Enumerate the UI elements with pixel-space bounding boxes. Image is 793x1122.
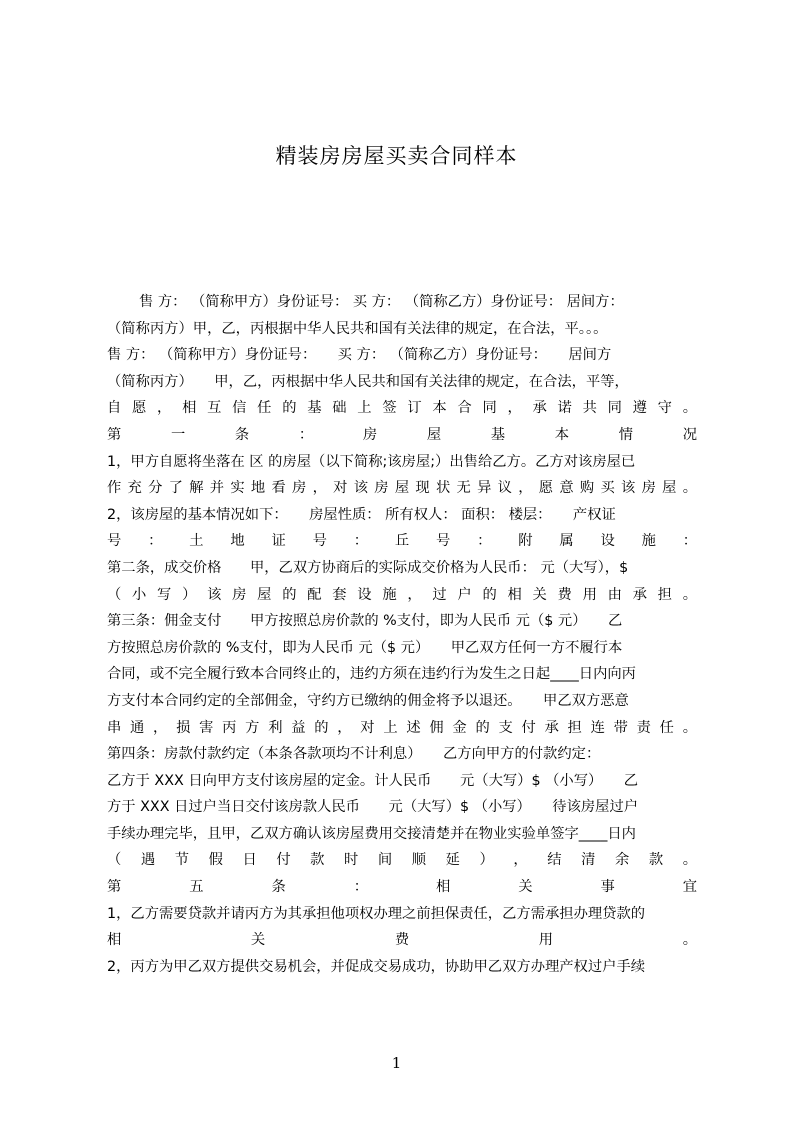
text-line: 售 方： （简称甲方）身份证号： 买 方： （简称乙方）身份证号： 居间方： [139, 294, 624, 310]
text-line: 2，丙方为甲乙双方提供交易机会，并促成交易成功，协助甲乙双方办理产权过户手续 [107, 958, 646, 975]
text-line: 自 愿 ， 相 互 信 任 的 基 础 上 签 订 本 合 同 ， 承 诺 共 同 遵 守 。 [107, 400, 697, 417]
text-line: （简称丙方） 甲，乙，丙根据中华人民共和国有关法律的规定，在合法，平等， [107, 373, 629, 390]
document-title: 精装房房屋买卖合同样本 [275, 144, 518, 168]
text-line: 1，乙方需要贷款并请丙方为其承担他项权办理之前担保责任，乙方需承担办理贷款的 [107, 905, 646, 922]
text-line: 2，该房屋的基本情况如下： 房屋性质： 所有权人： 面积： 楼层： 产权证 [107, 506, 616, 523]
text-line: 乙方于 XXX 日向甲方支付该房屋的定金。计人民币 元（大写）$ （小写） 乙 [107, 772, 639, 789]
text-line: （ 小 写 ） 该 房 屋 的 配 套 设 施 ， 过 户 的 相 关 费 用 由 承 担 。 [107, 586, 697, 603]
contract-body [107, 289, 697, 980]
text-line: 合同，或不完全履行致本合同终止的，违约方须在违约行为发生之日起____日内向丙 [107, 666, 636, 683]
text-line: 方按照总房价款的 %支付，即为人民币 元（$ 元） 甲乙双方任何一方不履行本 [107, 639, 623, 656]
text-line: 作 充 分 了 解 并 实 地 看 房 ， 对 该 房 屋 现 状 无 异 议 ， 愿 意 购 买 该 房 屋 。 [107, 480, 697, 497]
text-line: 相 关 费 用 。 [107, 932, 697, 949]
text-line: 号 ： 土 地 证 号 ： 丘 号 ： 附 属 设 施 ： [107, 533, 697, 550]
text-line: 第三条：佣金支付 甲方按照总房价款的 %支付，即为人民币 元（$ 元） 乙 [107, 613, 623, 630]
text-line: 1，甲方自愿将坐落在 区 的房屋（以下简称;该房屋;）出售给乙方。乙方对该房屋已 [107, 453, 636, 470]
text-line: （ 遇 节 假 日 付 款 时 间 顺 延 ） ， 结 清 余 款 。 [107, 852, 697, 869]
text-line: 第四条：房款付款约定（本条各款项均不计利息） 乙方向甲方的付款约定： [107, 746, 601, 763]
section-heading: 第 五 条 ： 相 关 事 宜 [107, 879, 697, 896]
text-line: 方支付本合同约定的全部佣金，守约方已缴纳的佣金将予以退还。 甲乙双方恶意 [107, 692, 629, 709]
page-number: 1 [391, 1054, 402, 1072]
text-line: 售 方： （简称甲方）身份证号： 买 方： （简称乙方）身份证号： 居间方 [107, 347, 612, 364]
section-heading: 第 一 条 ： 房 屋 基 本 情 况 [107, 426, 697, 443]
text-line: 第二条，成交价格 甲，乙双方协商后的实际成交价格为人民币： 元（大写），$ [107, 559, 629, 576]
text-line: （简称丙方）甲，乙，丙根据中华人民共和国有关法律的规定，在合法，平。。。 [107, 320, 608, 337]
text-line: 串 通 ， 损 害 丙 方 利 益 的 ， 对 上 述 佣 金 的 支 付 承 担 连 带 责 任 。 [107, 719, 697, 736]
text-line: 手续办理完毕，且甲，乙双方确认该房屋费用交接清楚并在物业实验单签字____日内 [107, 825, 636, 842]
text-line: 方于 XXX 日过户当日交付该房款人民币 元（大写）$ （小写） 待该房屋过户 [107, 799, 639, 816]
